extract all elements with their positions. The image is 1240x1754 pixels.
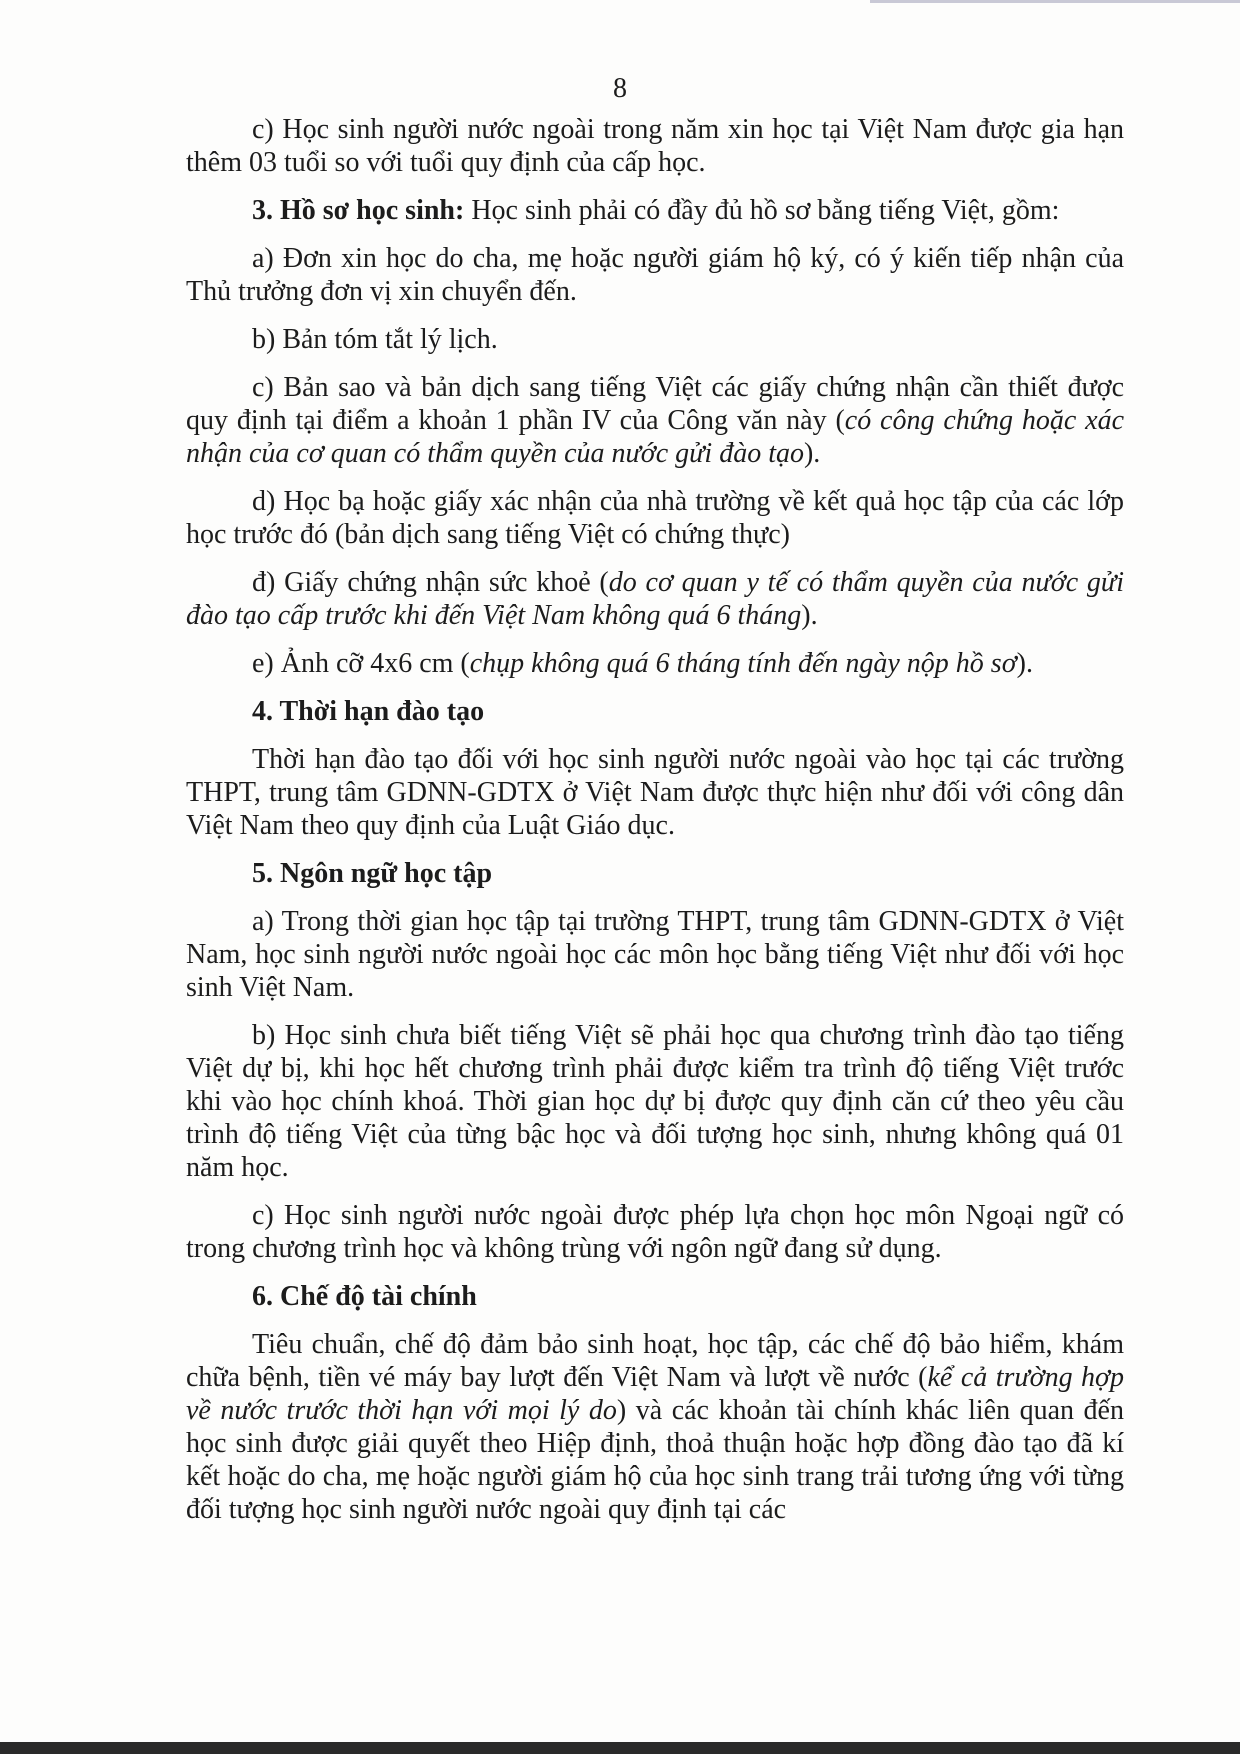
list-item-certificates	[186, 371, 1124, 470]
scan-top-edge	[870, 0, 1240, 3]
list-item-cv-summary: b) Bản tóm tắt lý lịch.	[252, 324, 498, 355]
list-item-health-certificate	[186, 566, 1124, 632]
italic-note: chụp không quá 6 tháng tính đến ngày nộp hồ sơ	[469, 648, 1017, 679]
text-run: ).	[801, 600, 818, 631]
scan-bottom-edge	[0, 1742, 1240, 1754]
section-heading-training-duration: 4. Thời hạn đào tạo	[252, 696, 485, 727]
page-number: 8	[613, 73, 627, 104]
list-item-language-a: a) Trong thời gian học tập tại trường THPT, trung tâm GDNN-GDTX ở Việt Nam, học sinh người nước ngoài học các môn học bằng tiếng Việt như đối với học sinh Việt Nam.	[186, 906, 1124, 1003]
section-heading-study-language: 5. Ngôn ngữ học tập	[252, 858, 493, 889]
text-run: ).	[1016, 648, 1033, 679]
paragraph-finance	[186, 1328, 1124, 1526]
italic-note: có công chứng hoặc xác nhận của cơ quan có thẩm quyền của nước gửi đào tạo	[186, 405, 1124, 469]
list-item-application-form: a) Đơn xin học do cha, mẹ hoặc người giám hộ ký, có ý kiến tiếp nhận của Thủ trưởng đơn vị xin chuyển đến.	[186, 243, 1124, 307]
paragraph-dossier-intro: Học sinh phải có đầy đủ hồ sơ bằng tiếng Việt, gồm:	[464, 195, 1060, 226]
list-item-photo	[186, 647, 1124, 680]
paragraph-training-duration: Thời hạn đào tạo đối với học sinh người nước ngoài vào học tại các trường THPT, trung tâm GDNN-GDTX ở Việt Nam được thực hiện như đối với công dân Việt Nam theo quy định của Luật Giáo dục.	[186, 744, 1124, 841]
text-run: ) và các khoản tài chính khác liên quan đến học sinh được giải quyết theo Hiệp định, thoả thuận hoặc hợp đồng đào tạo đã kí kết hoặc do cha, mẹ hoặc người giám hộ của học sinh trang trải tương ứng với từng đối tượng học sinh người nước ngoài quy định tại các	[186, 1395, 1124, 1525]
list-item-language-b: b) Học sinh chưa biết tiếng Việt sẽ phải học qua chương trình đào tạo tiếng Việt dự bị, khi học hết chương trình phải được kiểm tra trình độ tiếng Việt trước khi vào học chính khoá. Thời gian học dự bị được quy định căn cứ theo yêu cầu trình độ tiếng Việt của từng bậc học và đối tượng học sinh, nhưng không quá 01 năm học.	[186, 1020, 1124, 1183]
list-item-transcript: d) Học bạ hoặc giấy xác nhận của nhà trường về kết quả học tập của các lớp học trước đó (bản dịch sang tiếng Việt có chứng thực)	[186, 486, 1124, 550]
list-item-language-c: c) Học sinh người nước ngoài được phép lựa chọn học môn Ngoại ngữ có trong chương trình học và không trùng với ngôn ngữ đang sử dụng.	[186, 1200, 1124, 1264]
section-heading-finance: 6. Chế độ tài chính	[252, 1281, 477, 1312]
italic-note: do cơ quan y tế có thẩm quyền của nước gửi đào tạo cấp trước khi đến Việt Nam không quá 6 tháng	[186, 567, 1124, 631]
text-run: e) Ảnh cỡ 4x6 cm (	[252, 648, 470, 679]
text-run: ).	[803, 438, 821, 469]
text-run: đ) Giấy chứng nhận sức khoẻ (	[252, 567, 609, 598]
document-body	[186, 113, 1124, 1541]
italic-note: kể cả trường hợp về nước trước thời hạn với mọi lý do	[186, 1362, 1124, 1426]
paragraph-age-extension: c) Học sinh người nước ngoài trong năm xin học tại Việt Nam được gia hạn thêm 03 tuổi so với tuổi quy định của cấp học.	[186, 114, 1124, 178]
text-run: c) Bản sao và bản dịch sang tiếng Việt các giấy chứng nhận cần thiết được quy định tại điểm a khoản 1 phần IV của Công văn này (	[186, 372, 1124, 436]
paragraph-student-dossier	[186, 194, 1124, 227]
section-heading-dossier: 3. Hồ sơ học sinh:	[252, 195, 465, 226]
text-run: Tiêu chuẩn, chế độ đảm bảo sinh hoạt, học tập, các chế độ bảo hiểm, khám chữa bệnh, tiền vé máy bay lượt đến Việt Nam và lượt về nước (	[186, 1329, 1124, 1393]
